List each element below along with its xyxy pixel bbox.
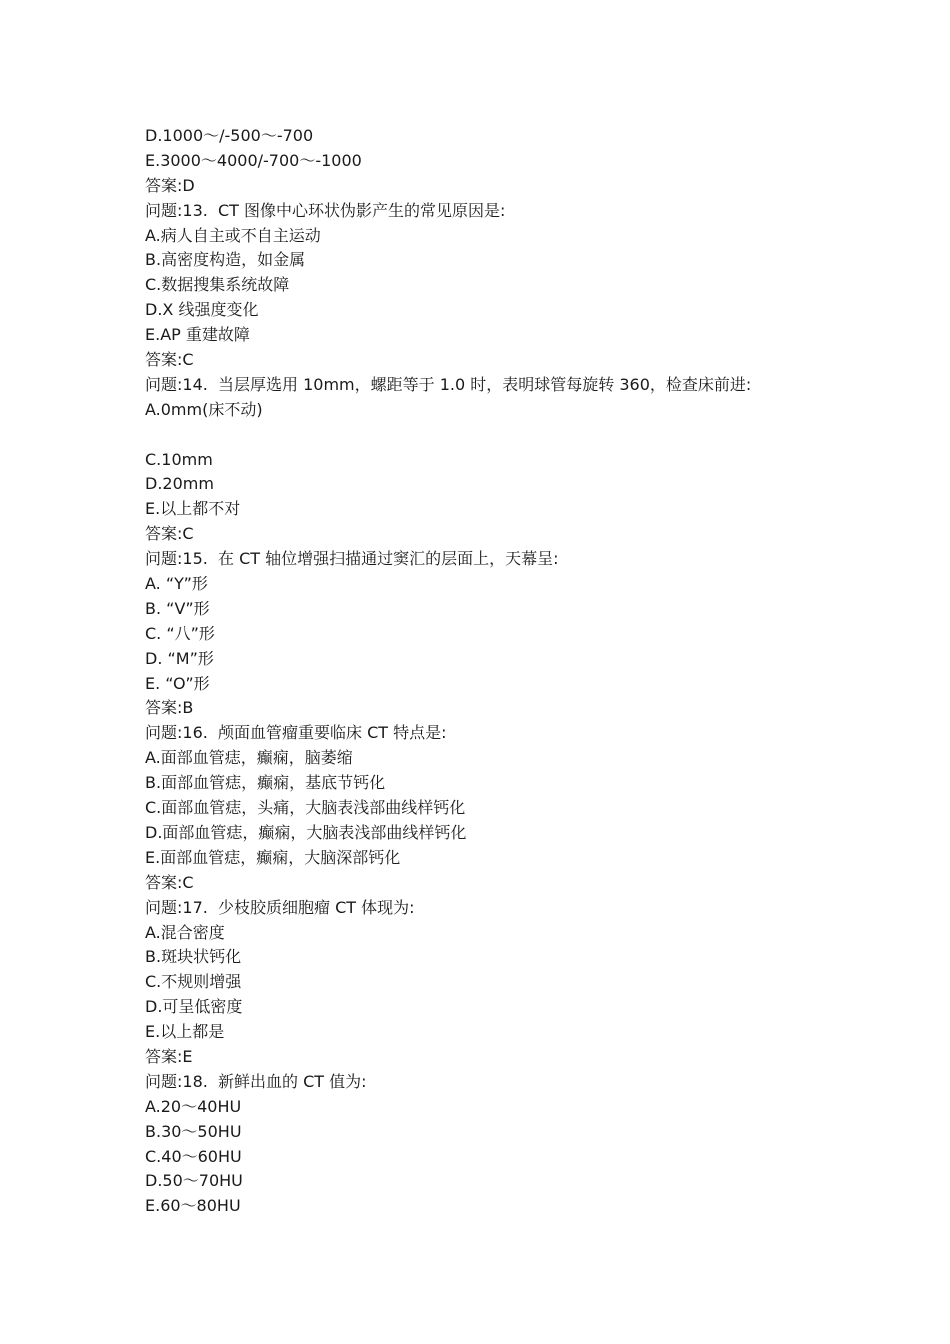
question-line: 问题:14. 当层厚选用 10mm，螺距等于 1.0 时，表明球管每旋转 360，检查床前进: (145, 374, 752, 394)
option-line: C.不规则增强 (145, 972, 242, 992)
question-line: 问题:13. CT 图像中心环状伪影产生的常见原因是: (145, 200, 506, 220)
option-line: C. “八”形 (145, 623, 215, 643)
question-line: 问题:17. 少枝胶质细胞瘤 CT 体现为: (145, 897, 415, 917)
option-line: D. “M”形 (145, 648, 214, 668)
answer-line: 答案:C (145, 872, 194, 892)
option-line: A. “Y”形 (145, 574, 208, 594)
exam-content (145, 124, 825, 1219)
option-line: D.20mm (145, 474, 214, 494)
option-line: C.10mm (145, 449, 213, 469)
option-line: A.0mm(床不动) (145, 399, 263, 419)
option-line: D.1000～/-500～-700 (145, 126, 314, 145)
option-line: B.面部血管痣，癫痫，基底节钙化 (145, 773, 386, 793)
option-line: A.20～40HU (145, 1096, 242, 1116)
option-line: E.AP 重建故障 (145, 325, 250, 345)
option-line: E.以上都是 (145, 1022, 225, 1042)
option-line: E.以上都不对 (145, 499, 241, 519)
blank-line (145, 423, 825, 448)
question-line: 问题:16. 颅面血管瘤重要临床 CT 特点是: (145, 723, 447, 743)
answer-line: 答案:D (145, 175, 195, 195)
option-line: A.面部血管痣，癫痫，脑萎缩 (145, 748, 353, 768)
option-line: D.50～70HU (145, 1171, 243, 1191)
option-line: B.30～50HU (145, 1121, 242, 1141)
option-line: C.数据搜集系统故障 (145, 275, 290, 295)
option-line: E.60～80HU (145, 1196, 241, 1216)
option-line: E. “O”形 (145, 673, 210, 693)
option-line: B.斑块状钙化 (145, 947, 242, 967)
answer-line: 答案:B (145, 698, 194, 718)
option-line: B.高密度构造，如金属 (145, 250, 306, 270)
option-line: D.X 线强度变化 (145, 300, 259, 320)
option-line: A.混合密度 (145, 922, 225, 942)
question-line: 问题:18. 新鲜出血的 CT 值为: (145, 1071, 367, 1091)
answer-line: 答案:E (145, 1046, 193, 1066)
answer-line: 答案:C (145, 350, 194, 370)
option-line: E.面部血管痣，癫痫，大脑深部钙化 (145, 847, 401, 867)
option-line: E.3000～4000/-700～-1000 (145, 150, 362, 170)
option-line: D.可呈低密度 (145, 997, 243, 1017)
option-line: B. “V”形 (145, 598, 210, 618)
question-line: 问题:15. 在 CT 轴位增强扫描通过窦汇的层面上，天幕呈: (145, 549, 559, 569)
option-line: C.面部血管痣，头痛，大脑表浅部曲线样钙化 (145, 798, 466, 818)
option-line: D.面部血管痣，癫痫，大脑表浅部曲线样钙化 (145, 822, 467, 842)
answer-line: 答案:C (145, 524, 194, 544)
option-line: C.40～60HU (145, 1146, 242, 1166)
option-line: A.病人自主或不自主运动 (145, 225, 321, 245)
